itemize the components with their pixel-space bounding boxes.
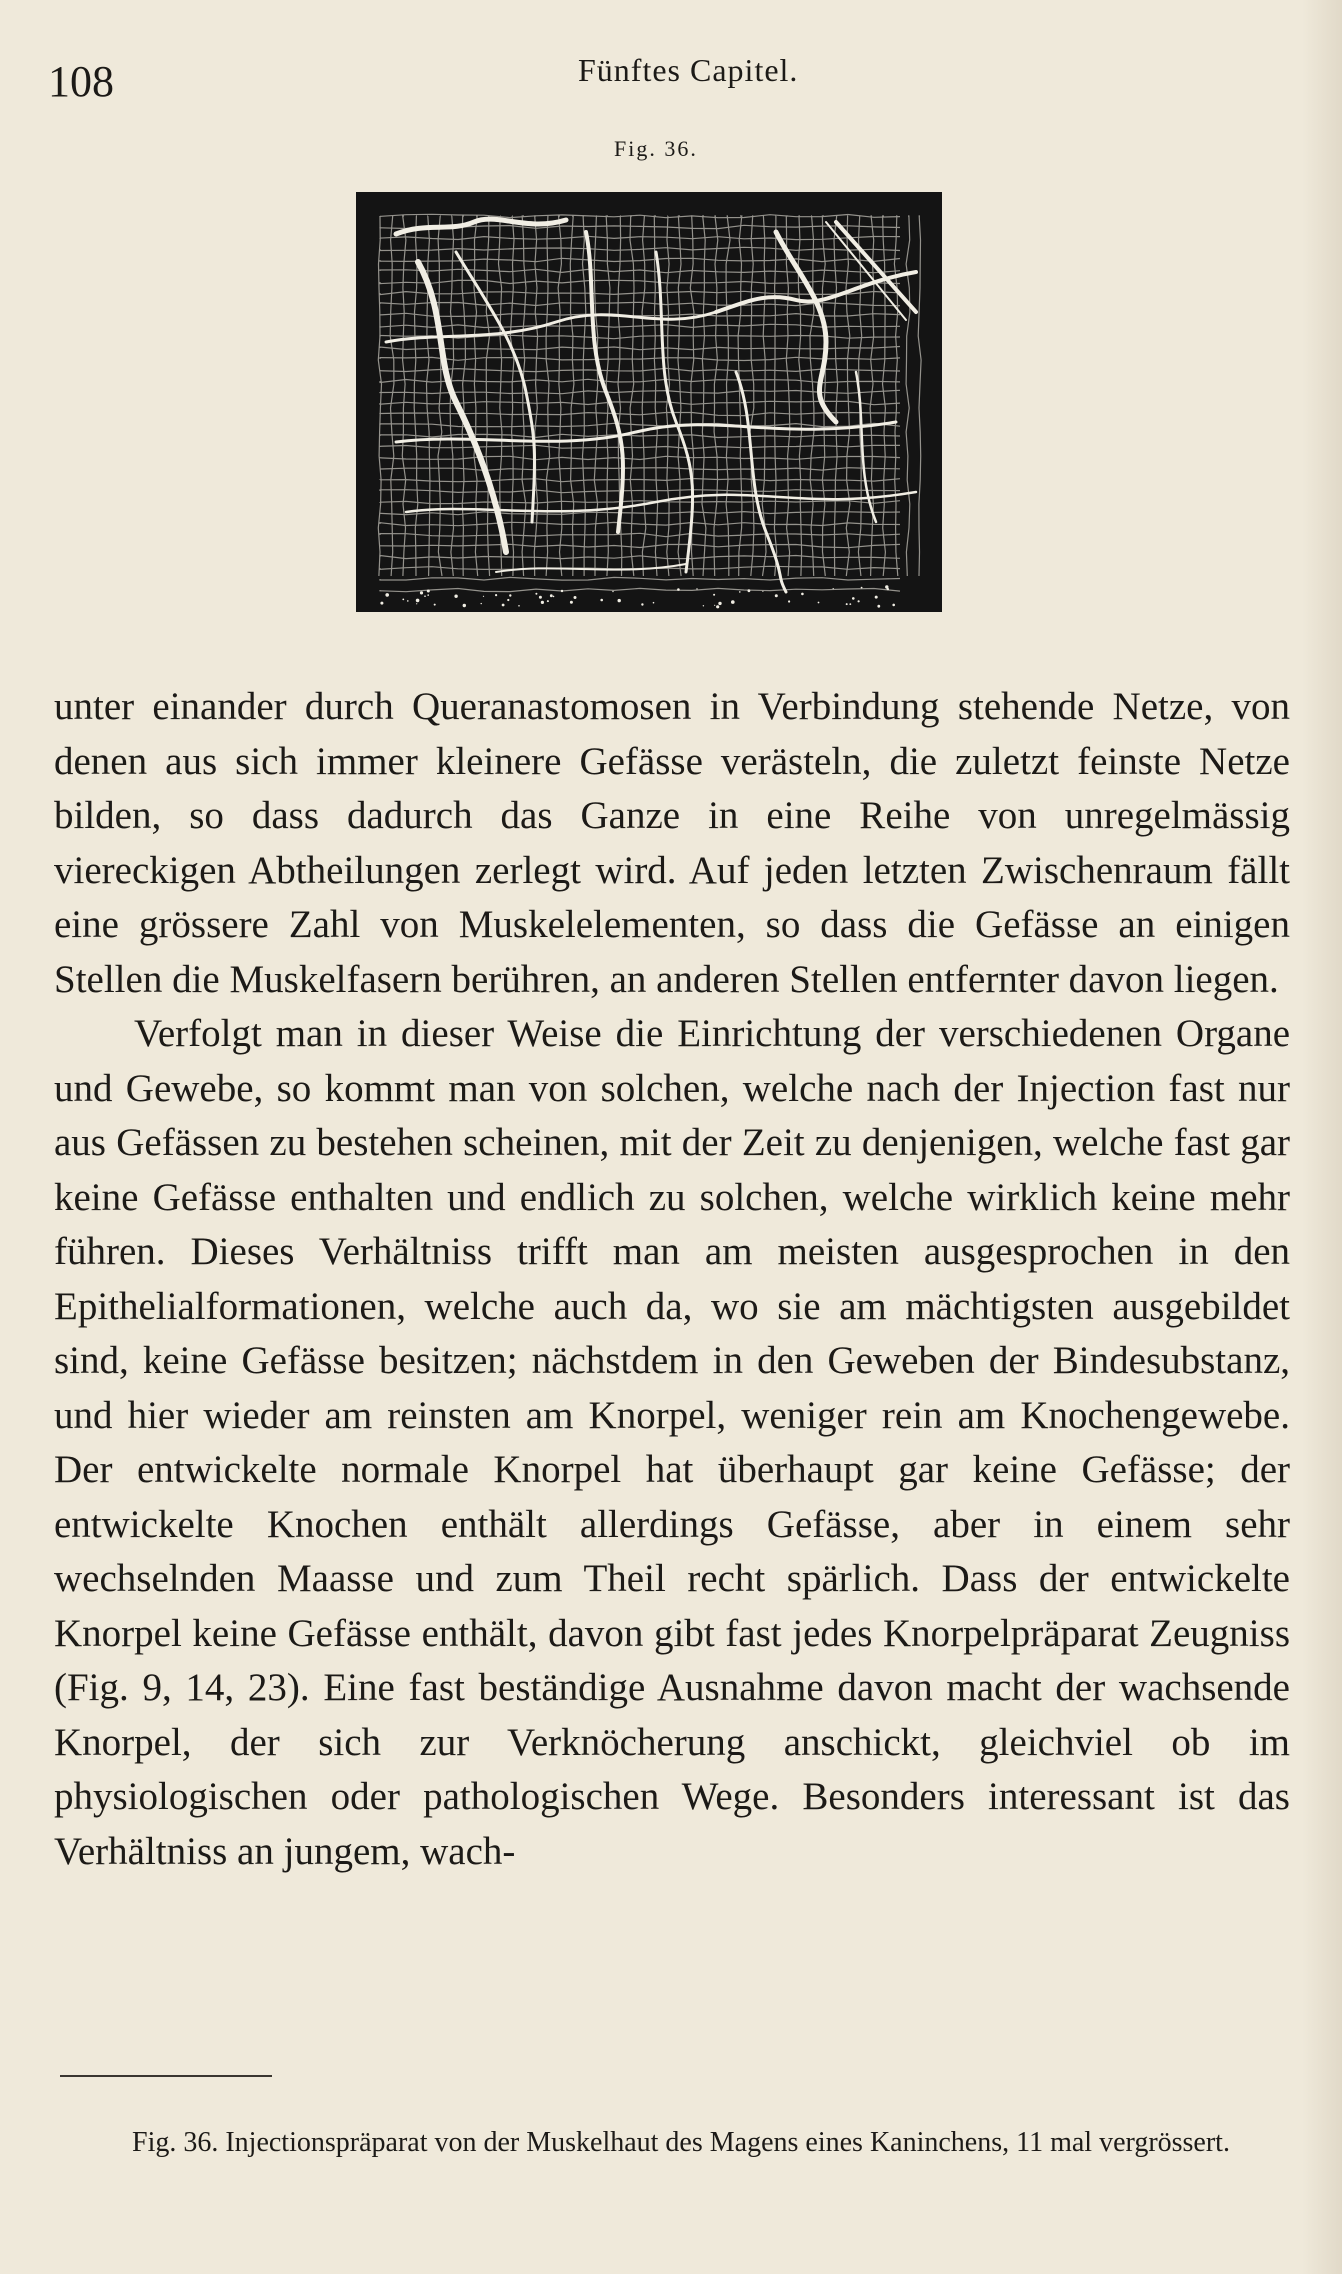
engraving-speck [713, 594, 715, 596]
engraving-speck [788, 600, 790, 602]
engraving-speck [801, 593, 804, 596]
engraving-speck [495, 594, 497, 596]
engraving-speck [885, 585, 888, 588]
figure-caption-footnote: Fig. 36. Injectionspräparat von der Muskelhaut des Magens eines Kaninchens, 11 mal vergrössert. [132, 2127, 1230, 2158]
engraving-speck [703, 605, 704, 606]
engraving-speck [416, 603, 417, 604]
figure-vessel-network [356, 192, 942, 612]
engraving-speck [518, 605, 520, 607]
engraving-speck [833, 588, 834, 589]
engraving-speck [547, 600, 549, 602]
engraving-speck [380, 602, 383, 605]
body-text [54, 680, 1290, 1879]
paragraph-continued: unter einander durch Queranastomosen in Verbindung stehende Netze, von denen aus sich immer kleinere Gefässe verästeln, die zuletzt feinste Netze bilden, so dass dadurch das Ganze in eine Reihe von unregelmässig viereckigen Abtheilungen zerlegt wird. Auf jeden letzten Zwischenraum fällt eine grössere Zahl von Muskelelementen, so dass die Gefässe an einigen Stellen die Muskelfasern berühren, an anderen Stellen entfernter davon liegen. [54, 685, 1290, 1001]
engraving-speck [892, 604, 895, 607]
engraving-speck [416, 599, 420, 603]
engraving-speck [509, 594, 511, 596]
engraving-speck [846, 603, 848, 605]
page-edge-shadow [1302, 0, 1342, 2274]
engraving-speck [739, 591, 741, 593]
engraving-speck [385, 593, 389, 597]
engraving-speck [858, 600, 860, 602]
engraving-speck [507, 599, 509, 601]
injection-preparation-illustration [356, 192, 942, 612]
engraving-speck [553, 596, 555, 598]
engraving-speck [677, 588, 680, 591]
engraving-speck [762, 591, 763, 592]
engraving-speck [463, 604, 466, 607]
engraving-speck [427, 590, 430, 593]
engraving-speck [427, 594, 429, 596]
figure-label: Fig. 36. [614, 136, 698, 161]
engraving-speck [502, 604, 505, 607]
engraving-speck [714, 605, 715, 606]
engraving-speck [849, 603, 851, 605]
engraving-speck [561, 590, 563, 592]
engraving-speck [852, 597, 855, 600]
engraving-speck [861, 587, 863, 589]
engraving-speck [748, 589, 751, 592]
engraving-speck [618, 599, 621, 602]
engraving-speck [424, 595, 426, 597]
engraving-speck [407, 600, 409, 602]
engraving-speck [420, 591, 423, 594]
engraving-speck [641, 603, 643, 605]
engraving-speck [402, 599, 404, 601]
engraving-speck [539, 596, 542, 599]
engraving-speck [550, 594, 553, 597]
engraving-speck [570, 601, 573, 604]
engraving-speck [454, 595, 457, 598]
engraving-speck [653, 602, 655, 604]
engraving-speck [696, 588, 697, 589]
engraving-speck [718, 602, 721, 605]
engraving-speck [483, 596, 484, 597]
engraving-speck [731, 600, 735, 604]
engraving-speck [875, 596, 878, 599]
engraving-speck [716, 605, 719, 608]
page-header [48, 40, 1288, 110]
engraving-speck [434, 604, 436, 606]
engraving-speck [481, 603, 482, 604]
engraving-speck [775, 594, 778, 597]
page-number: 108 [48, 57, 114, 106]
footnote-divider [60, 2075, 272, 2077]
paragraph: Verfolgt man in dieser Weise die Einrichtung der verschiedenen Organe und Gewebe, so kommt man von solchen, welche nach der Injection fast nur aus Gefässen zu bestehen scheinen, mit der Zeit zu denjenigen, welche fast gar keine Gefässe enthalten und endlich zu solchen, welche wirklich keine mehr führen. Dieses Verhältniss trifft man am meisten ausgesprochen in den Epithelialformationen, welche auch da, wo sie am mächtigsten ausgebildet sind, keine Gefässe besitzen; nächstdem in den Geweben der Bindesubstanz, und hier wieder am reinsten am Knorpel, weniger rein am Knochengewebe. Der entwickelte normale Knorpel hat überhaupt gar keine Gefässe; der entwickelte Knochen enthält allerdings Gefässe, aber in einem sehr wechselnden Maasse und zum Theil recht spärlich. Dass der entwickelte Knorpel keine Gefässe enthält, davon gibt fast jedes Knorpelpräparat Zeugniss (Fig. 9, 14, 23). Eine fast beständige Ausnahme davon macht der wachsende Knorpel, der sich zur Verknöcherung anschickt, gleichviel ob im physiologischen oder pathologischen Wege. Besonders interessant ist das Verhältniss an jungem, wach- [54, 1012, 1290, 1873]
engraving-speck [818, 602, 820, 604]
engraving-speck [535, 593, 537, 595]
engraving-speck [541, 601, 544, 604]
engraving-speck [600, 599, 603, 602]
running-head: Fünftes Capitel. [578, 52, 799, 88]
engraving-speck [574, 596, 577, 599]
engraving-speck [612, 591, 613, 592]
engraving-speck [877, 605, 880, 608]
